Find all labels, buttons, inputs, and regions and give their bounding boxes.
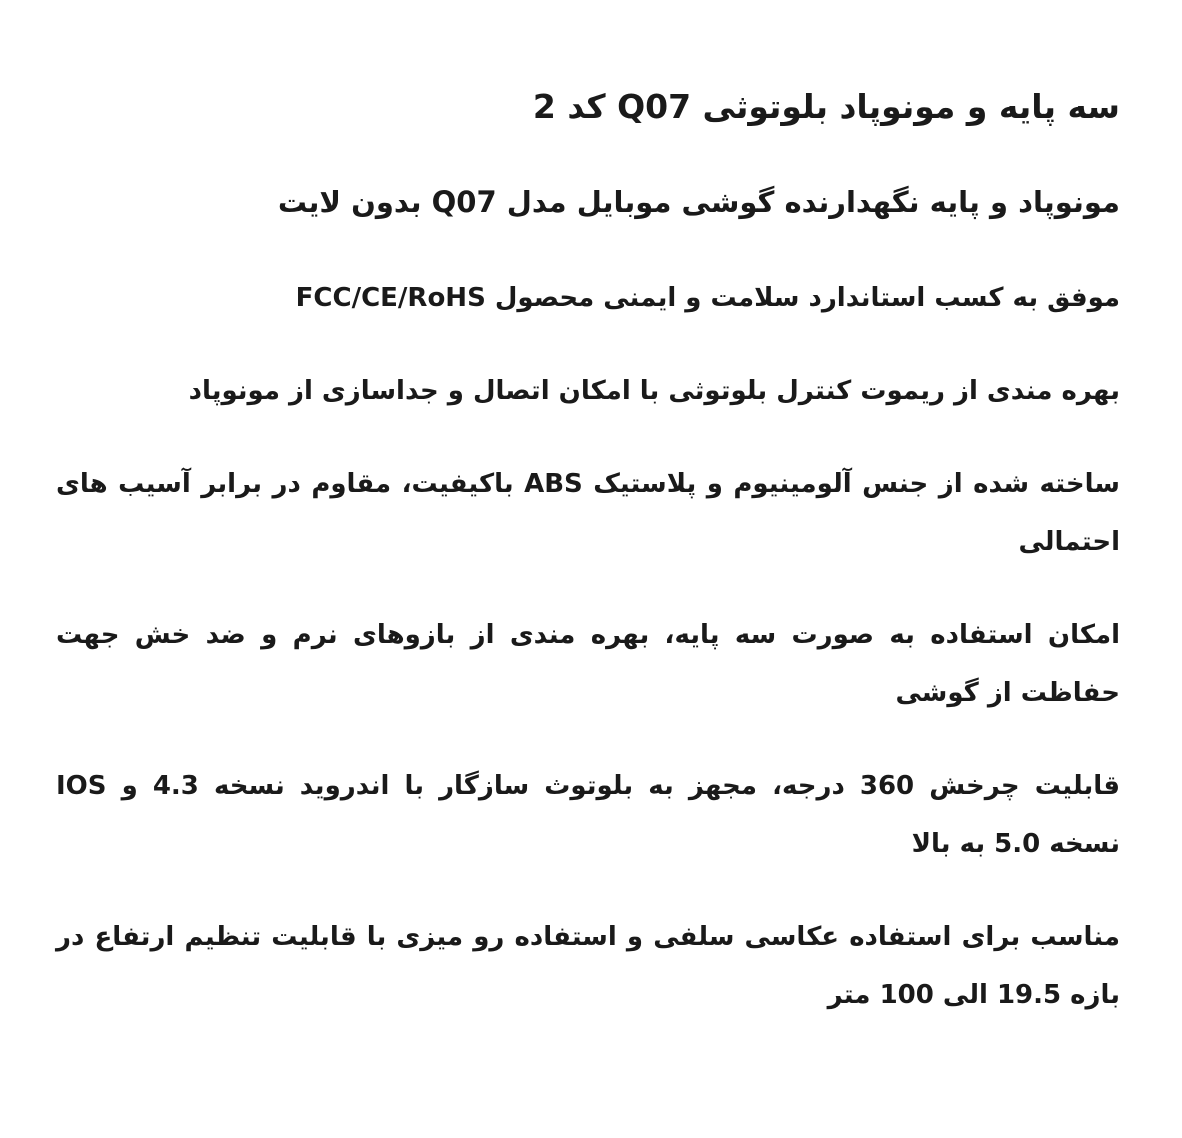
product-subtitle: مونوپاد و پایه نگهدارنده گوشی موبایل مدل Q07 بدون لایت	[277, 185, 1120, 219]
feature-item-remote: بهره مندی از ریموت کنترل بلوتوثی با امکان اتصال و جداسازی از مونوپاد	[188, 376, 1120, 406]
feature-list	[56, 269, 1120, 1024]
feature-item-certification: موفق به کسب استاندارد سلامت و ایمنی محصول FCC/CE/RoHS	[295, 283, 1120, 313]
product-title: سه پایه و مونوپاد بلوتوثی Q07 کد 2	[532, 87, 1120, 126]
feature-item-tripod: امکان استفاده به صورت سه پایه، بهره مندی از بازوهای نرم و ضد خش جهت حفاظت از گوشی	[56, 620, 1120, 708]
feature-item-rotation: قابلیت چرخش 360 درجه، مجهز به بلوتوث سازگار با اندروید نسخه 4.3 و IOS نسخه 5.0 به بالا	[56, 771, 1121, 859]
feature-item-material: ساخته شده از جنس آلومینیوم و پلاستیک ABS باکیفیت، مقاوم در برابر آسیب های احتمالی	[56, 469, 1120, 557]
feature-item-usage: مناسب برای استفاده عکاسی سلفی و استفاده رو میزی با قابلیت تنظیم ارتفاع در بازه 19.5 الی 100 متر	[56, 922, 1120, 1010]
